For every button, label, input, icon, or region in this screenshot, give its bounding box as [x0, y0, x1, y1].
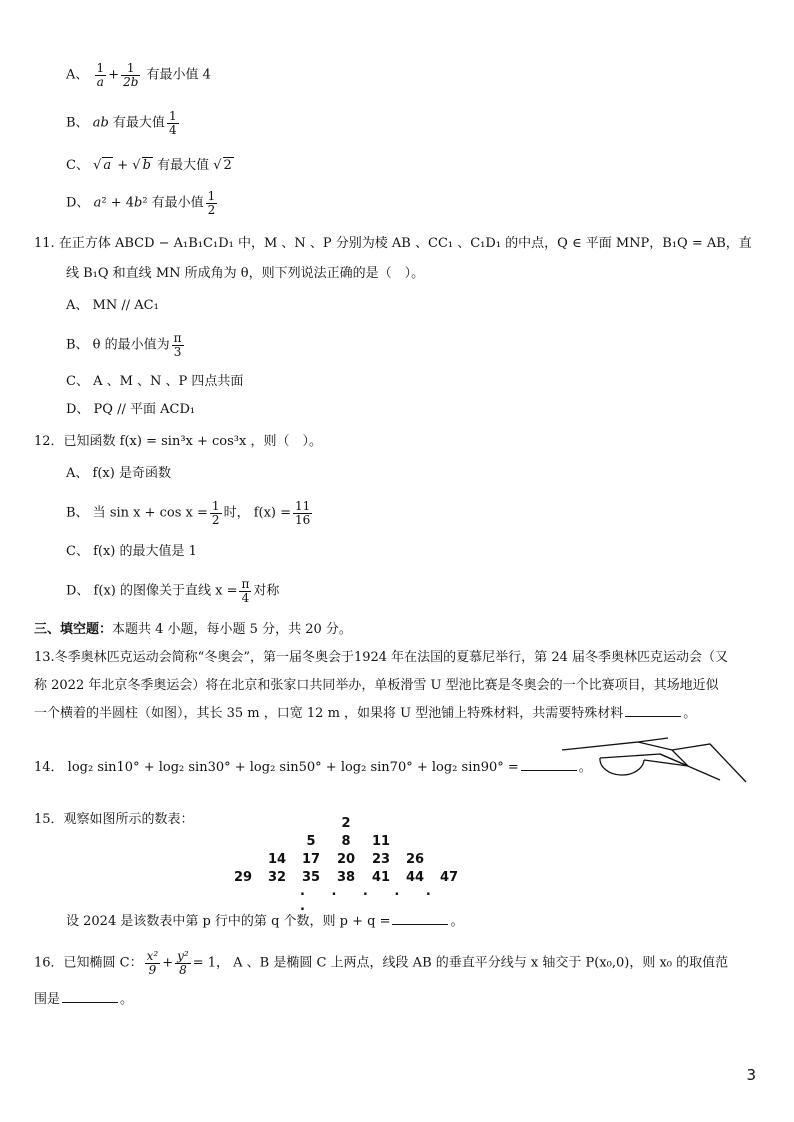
q16-line2: 围是 。 [34, 992, 134, 1007]
q15-question: 设 2024 是该数表中第 p 行中的第 q 个数，则 p + q = 。 [66, 914, 464, 929]
q11-option-a: A、 MN // AC₁ [66, 298, 159, 313]
page-number: 3 [746, 1066, 756, 1084]
q13-line1: 13.冬季奥林匹克运动会简称“冬奥会”，第一届冬奥会于1924 年在法国的夏慕尼举行，第 24 届冬季奥林匹克运动会（又 [34, 650, 728, 665]
q13-line2: 称 2022 年北京冬季奥运会）将在北京和张家口共同举办，单板滑雪 U 型池比赛是冬奥会的一个比赛项目，其场地近似 [34, 678, 719, 693]
q10-option-a: A、 $\frac{1}{a}$ + $\frac{1}{2b}$ 有最小值 4 [66, 61, 211, 89]
q12-option-a: A、 f(x) 是奇函数 [66, 466, 171, 481]
number-row-4: 29 32 35 38 41 44 47 [233, 870, 459, 885]
q11-stem-line1: 11. 在正方体 ABCD − A₁B₁C₁D₁ 中，M 、N 、P 分别为棱 AB 、CC₁ 、C₁D₁ 的中点，Q ∈ 平面 MNP，B₁Q = AB，直 [34, 236, 752, 251]
q15-stem: 15．观察如图所示的数表： [34, 812, 194, 827]
q12-option-c: C、 f(x) 的最大值是 1 [66, 544, 197, 559]
q11-stem-line2: 线 B₁Q 和直线 MN 所成角为 θ，则下列说法正确的是（ ）。 [66, 266, 425, 281]
q14-stem: 14． log₂ sin10° + log₂ sin30° + log₂ sin50° + log₂ sin70° + log₂ sin90° = 。 [34, 760, 592, 775]
q15-answer-blank[interactable] [392, 912, 448, 925]
q11-option-b: B、 θ 的最小值为 $\frac{\pi}{3}$ [66, 331, 182, 359]
q12-option-d: D、 f(x) 的图像关于直线 x = $\frac{\pi}{4}$ 对称 [66, 577, 280, 605]
q16-answer-blank[interactable] [62, 990, 118, 1003]
q10-option-c: C、 √ a + √ b 有最大值 √ 2 [66, 158, 232, 173]
continuation-dots: . . . . . . [300, 884, 442, 914]
q13-line3: 一个横着的半圆柱（如图），其长 35 m ，口宽 12 m ，如果将 U 型池铺上特殊材料，共需要特殊材料 。 [34, 706, 697, 721]
q10-option-b: B、 ab 有最大值 $\frac{1}{4}$ [66, 109, 177, 137]
q12-option-b: B、 当 sin x + cos x = $\frac{1}{2}$ 时， f(x) = $\frac{11}{16}$ [66, 499, 311, 527]
q10-option-d: D、 a² + 4b² 有最小值 $\frac{1}{2}$ [66, 189, 216, 217]
section-3-heading: 三、填空题：本题共 4 小题，每小题 5 分，共 20 分。 [34, 622, 352, 637]
number-row-3: 14 17 20 23 26 [267, 852, 425, 867]
number-row-1: 2 [341, 816, 351, 831]
number-row-2: 5 8 11 [306, 834, 391, 849]
q16-line1: 16．已知椭圆 C： $\frac{\text{x²}}{9}$ + $\frac{\text{y²}}{8}$ = 1， A 、B 是椭圆 C 上两点，线段 AB 的垂直平分线与 x 轴交于 P(x₀,0)，则 x₀ 的取值范 [34, 949, 729, 977]
q11-option-d: D、 PQ // 平面 ACD₁ [66, 402, 196, 417]
number-triangle [226, 816, 466, 914]
q11-option-c: C、 A 、M 、N 、P 四点共面 [66, 374, 244, 389]
q13-answer-blank[interactable] [625, 704, 681, 717]
q12-stem: 12．已知函数 f(x) = sin³x + cos³x ，则（ ）。 [34, 434, 322, 449]
u-pool-figure [560, 736, 750, 786]
